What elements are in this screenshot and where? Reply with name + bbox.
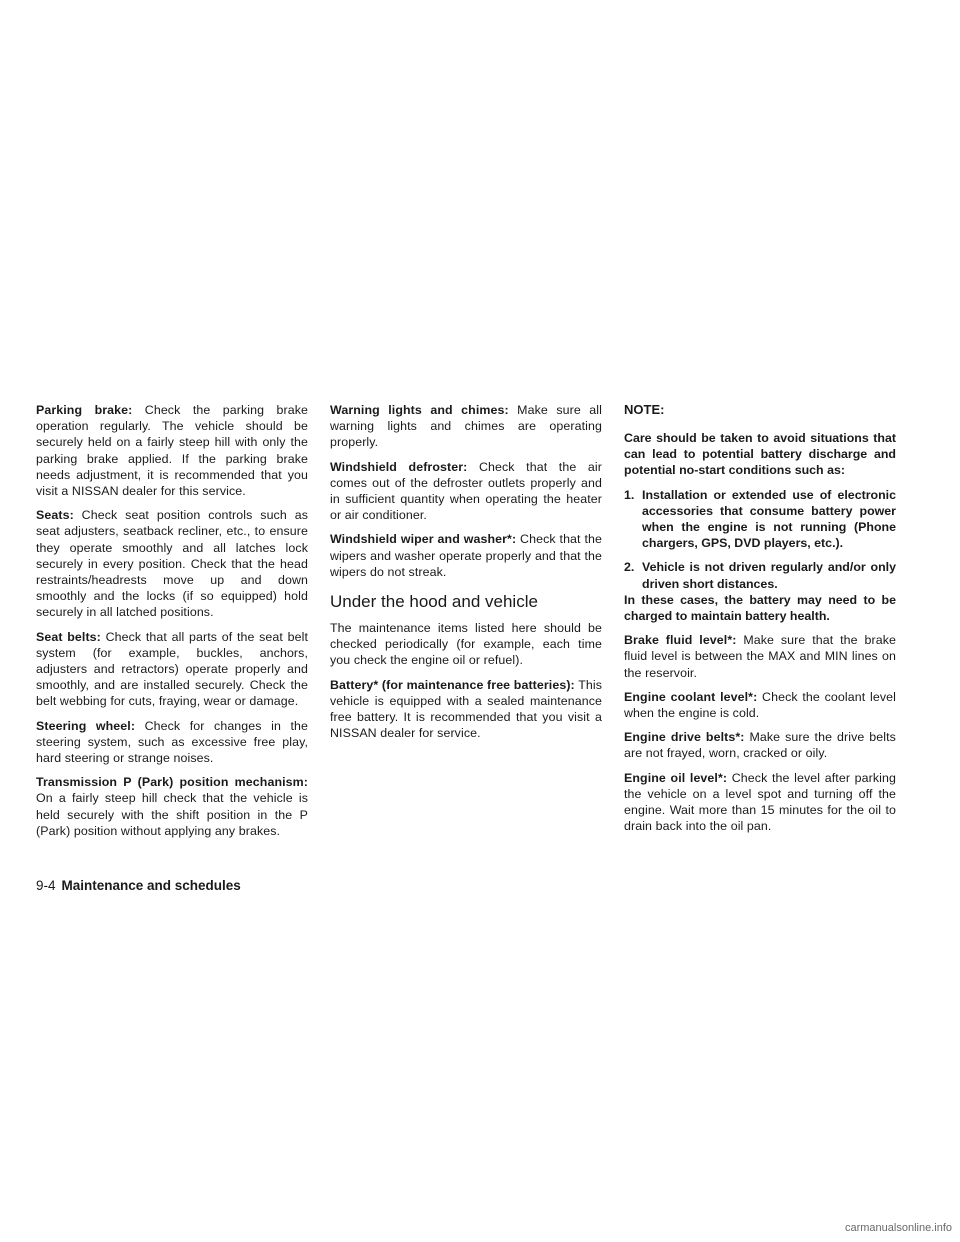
paragraph-brake-fluid <box>624 632 896 681</box>
term-label: Transmission P (Park) position mechanism: <box>36 775 308 790</box>
list-number: 1. <box>624 487 635 502</box>
column-middle <box>330 402 602 749</box>
paragraph-windshield-defroster <box>330 459 602 524</box>
note-outro: In these cases, the battery may need to be charged to maintain battery health. <box>624 592 896 624</box>
paragraph-battery <box>330 677 602 742</box>
chapter-title: Maintenance and schedules <box>61 878 241 893</box>
paragraph-wiper-washer <box>330 531 602 580</box>
list-item <box>624 487 896 552</box>
term-label: Parking brake: <box>36 403 133 417</box>
term-label: Engine oil level*: <box>624 770 728 785</box>
term-text: Check the coolant level when the engine is cold. <box>624 689 896 721</box>
term-text: This vehicle is equipped with a sealed maintenance free battery. It is recommended that you visit a NISSAN dealer for service. <box>330 677 602 741</box>
list-text: Vehicle is not driven regularly and/or only driven short distances. <box>642 560 896 591</box>
paragraph-engine-oil <box>624 770 896 835</box>
section-title: Under the hood and vehicle <box>330 592 538 612</box>
paragraph-seat-belts <box>36 629 308 710</box>
term-label: Windshield defroster: <box>330 459 468 474</box>
term-label: Engine drive belts*: <box>624 730 745 745</box>
list-number: 2. <box>624 560 635 575</box>
term-text: Check that all parts of the seat belt system (for example, buckles, anchors, adjusters and retractors) operate properly and smoothly, and are installed securely. Check the belt webbing for cuts, fraying, wear or damage. <box>36 629 309 709</box>
term-text: Check seat position controls such as seat adjusters, seatback recliner, etc., to ensure they operate smoothly and all latches lock securely in every position. Check that the head restraints/headrests move up and down smoothly and the locks (if so equipped) hold securely in all latched positions. <box>36 508 308 620</box>
page-footer <box>36 877 241 895</box>
term-label: Seat belts: <box>36 629 101 644</box>
watermark-text: carmanualsonline.info <box>844 1222 952 1234</box>
paragraph-seats <box>36 507 308 620</box>
paragraph-engine-coolant <box>624 689 896 721</box>
term-text: Make sure the drive belts are not frayed, worn, cracked or oily. <box>624 730 896 761</box>
paragraph-drive-belts <box>624 729 896 761</box>
term-label: Seats: <box>36 508 74 523</box>
term-text: Make sure that the brake fluid level is between the MAX and MIN lines on the reservoir. <box>624 633 896 680</box>
note-list <box>624 487 896 592</box>
note-heading: NOTE: <box>624 402 665 417</box>
column-right <box>624 402 896 842</box>
paragraph-warning-lights <box>330 402 602 451</box>
term-label: Windshield wiper and washer*: <box>330 532 517 547</box>
paragraph-steering-wheel <box>36 718 308 767</box>
section-intro: The maintenance items listed here should be checked periodically (for example, each time you check the engine oil or refuel). <box>330 621 602 668</box>
term-label: Steering wheel: <box>36 718 136 733</box>
term-text: Check the level after parking the vehicle on a level spot and turning off the engine. Wait more than 15 minutes for the oil to drain back into the oil pan. <box>624 770 897 834</box>
term-label: Battery* (for maintenance free batteries): <box>330 677 575 692</box>
term-text: On a fairly steep hill check that the vehicle is held securely with the shift position in the P (Park) position without applying any brakes. <box>36 791 308 838</box>
list-text: Installation or extended use of electronic accessories that consume battery power when the engine is not running (Phone chargers, GPS, DVD players, etc.). <box>642 487 896 551</box>
list-item <box>624 559 896 591</box>
term-label: Brake fluid level*: <box>624 633 737 648</box>
column-left <box>36 402 308 847</box>
term-text: Check that the wipers and washer operate properly and that the wipers do not streak. <box>330 532 602 579</box>
term-label: Warning lights and chimes: <box>330 403 509 417</box>
note-intro: Care should be taken to avoid situations that can lead to potential battery discharge and potential no-start conditions such as: <box>624 431 896 478</box>
paragraph-parking-brake <box>36 402 308 499</box>
term-text: Check for changes in the steering system, such as excessive free play, hard steering or strange noises. <box>36 718 308 766</box>
paragraph-transmission-park <box>36 774 308 839</box>
page-number: 9-4 <box>36 878 56 893</box>
term-text: Check the parking brake operation regularly. The vehicle should be securely held on a fairly steep hill with only the parking brake applied. If the parking brake needs adjustment, it is recommended that you visit a NISSAN dealer for this service. <box>36 403 309 499</box>
term-label: Engine coolant level*: <box>624 689 758 704</box>
term-text: Check that the air comes out of the defroster outlets properly and in sufficient quantity when operating the heater or air conditioner. <box>330 459 602 523</box>
term-text: Make sure all warning lights and chimes are operating properly. <box>330 403 603 450</box>
